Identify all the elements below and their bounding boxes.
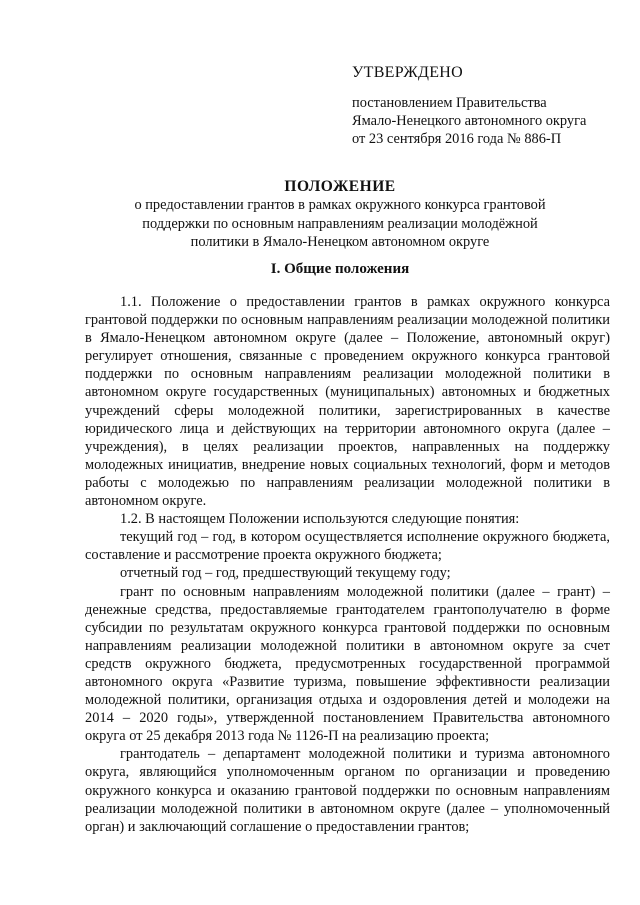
section-heading: I. Общие положения — [270, 261, 410, 277]
approval-line: от 23 сентября 2016 года № 886-П — [352, 131, 562, 147]
paragraph: грантодатель – департамент молодежной политики и туризма автономного округа, являющийся уполномоченным органом по организации и проведению окружного конкурса и оказанию грантовой поддержки по основным направлениям реализации молодежной политики в автономном округе (далее – уполномоченный орган) и заключающий соглашение о предоставлении грантов; — [85, 746, 610, 835]
paragraph: отчетный год – год, предшествующий текущему году; — [120, 565, 451, 582]
document-subtitle-line: политики в Ямало-Ненецком автономном округе — [190, 234, 490, 250]
approval-line: Ямало-Ненецкого автономного округа — [352, 113, 587, 129]
paragraph: 1.2. В настоящем Положении используются следующие понятия: — [120, 511, 520, 528]
section-body — [85, 293, 610, 836]
document-heading — [90, 178, 590, 252]
document-subtitle-line: поддержки по основным направлениям реализации молодёжной — [142, 215, 538, 232]
paragraph: грант по основным направлениям молодежной политики (далее – грант) – денежные средства, предоставляемые грантодателем грантополучателю в форме субсидии по результатам окружного конкурса грантовой поддержки по основным направлениям реализации молодежной политики в автономном округе за счет средств окружного бюджета, предусмотренных государственной программой автономного округа «Развитие туризма, повышение эффективности реализации молодежной политики, организация отдыха и оздоровления детей и молодежи на 2014 – 2020 годы», утвержденной постановлением Правительства автономного округа от 25 декабря 2013 года № 1126-П на реализацию проекта; — [85, 583, 610, 745]
paragraph: текущий год – год, в котором осуществляется исполнение окружного бюджета, составление и рассмотрение проекта окружного бюджета; — [85, 529, 610, 564]
document-subtitle-line: о предоставлении грантов в рамках окружного конкурса грантовой — [134, 197, 546, 213]
paragraph: 1.1. Положение о предоставлении грантов в рамках окружного конкурса грантовой поддержки по основным направлениям реализации молодежной политики в Ямало-Ненецком автономном округе (далее – Положение, автономный округ) регулирует отношения, связанные с проведением окружного конкурса грантовой поддержки по основным направлениям реализации молодежной политики в автономном округе государственных (муниципальных) автономных и бюджетных учреждений сферы молодежной политики, зарегистрированных в качестве юридического лица и действующих на территории автономного округа (далее – учреждения), в целях реализации проектов, направленных на поддержку молодежных инициатив, внедрение новых социальных технологий, форм и методов работы с молодежью по направлениям реализации молодежной политики в автономном округе. — [85, 294, 610, 510]
approval-line: постановлением Правительства — [352, 95, 547, 111]
document-title: ПОЛОЖЕНИЕ — [284, 178, 396, 195]
approval-title: УТВЕРЖДЕНО — [352, 64, 464, 81]
approval-block — [352, 64, 622, 148]
